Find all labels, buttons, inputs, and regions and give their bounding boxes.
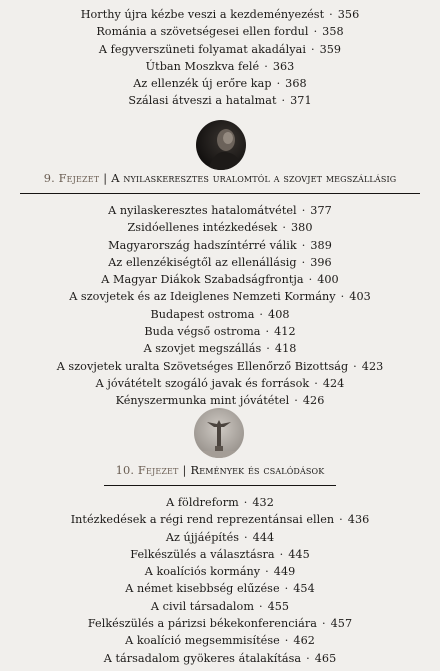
toc-entry-title: Szálasi átveszi a hatalmat [128,94,277,108]
toc-entry [0,358,440,375]
toc-entry-page-number: 380 [290,221,313,235]
toc-entry-title: Kényszermunka mint jóvátétel [115,394,290,408]
toc-entry-title: A nyilaskeresztes hatalomátvétel [108,204,297,217]
toc-entry [0,306,440,323]
toc-entry-page-number: 455 [267,599,290,613]
toc-entry-separator: · [301,255,306,269]
chapter-9-separator: | [103,171,108,185]
toc-entry-page-number: 426 [302,394,325,408]
toc-entry-title: A földreform [166,496,239,509]
toc-entry-title: A szovjet megszállás [143,342,262,356]
toc-entry-separator: · [339,513,343,527]
toc-entry [0,219,440,236]
toc-entry-page-number: 400 [317,273,339,287]
toc-entry [0,494,440,511]
toc-entry-title: A fegyverszüneti folyamat akadályai [98,42,306,56]
toc-entry [0,202,440,219]
toc-entry-separator: · [306,651,310,665]
toc-entry-title: Az ellenzék új erőre kap [133,77,272,91]
toc-entry-separator: · [266,342,270,356]
toc-entry [0,6,440,23]
toc-entry-page-number: 356 [337,8,360,21]
toc-entry-title: Budapest ostroma [150,307,255,321]
toc-entry [0,375,440,392]
toc-entry-separator: · [284,634,289,648]
toc-entry [0,23,440,40]
toc-entry-separator: · [265,565,269,579]
toc-entry-page-number: 363 [272,59,295,73]
toc-entry-title: A koalíció megsemmisítése [125,634,280,648]
toc-entry-page-number: 418 [274,342,297,356]
toc-entry-page-number: 436 [347,513,370,527]
toc-entry-separator: · [310,42,315,56]
toc-entry-page-number: 449 [273,565,296,579]
toc-entry-separator: · [301,204,306,217]
toc-entry-title: A jóvátételt szogáló javak és források [95,376,310,390]
chapter-9-title: A nyilaskeresztes uralomtól a szovjet megszállásig [111,171,397,185]
toc-entry-separator: · [314,376,318,390]
toc-entry-separator: · [259,307,264,321]
toc-entry-title: A szovjetek és az Ideiglenes Nemzeti Kormány [69,290,336,304]
toc-entry-page-number: 412 [274,325,296,339]
toc-entry-page-number: 462 [293,634,315,648]
toc-entry-page-number: 423 [361,359,384,373]
toc-entry-title: Románia a szövetségesei ellen fordul [96,25,309,39]
toc-entry-page-number: 457 [330,617,353,631]
toc-entry-title: Felkészülés a választásra [130,547,275,561]
toc-entry-title: Az ellenzékiségtől az ellenállásig [108,255,297,269]
toc-entry-separator: · [276,77,281,91]
toc-entry-title: Intézkedések a régi rend reprezentánsai ellen [70,513,335,527]
toc-entry-title: Buda végső ostroma [144,325,261,339]
toc-entry [0,650,440,667]
toc-entry-title: Zsidóellenes intézkedések [127,221,278,235]
toc-entry-page-number: 424 [322,376,345,390]
toc-entry-page-number: 377 [310,204,332,217]
toc-entry-title: A szovjetek uralta Szövetséges Ellenőrző Bizottság [56,359,349,373]
toc-entry-separator: · [284,582,289,596]
toc-entry [0,392,440,409]
toc-entry [0,632,440,649]
toc-entry [0,237,440,254]
chapter-10-rule [104,485,336,486]
toc-entry-title: A német kisebbség elűzése [125,582,280,596]
toc-entry-page-number: 454 [293,582,315,596]
toc-entry-title: A társadalom gyökeres átalakítása [103,651,302,665]
toc-entry-page-number: 408 [268,307,290,321]
toc-entry-separator: · [265,325,270,339]
toc-entry-page-number: 445 [288,547,310,561]
toc-entry [0,598,440,615]
toc-entry [0,340,440,357]
chapter-9-heading [0,171,440,185]
toc-entry-separator: · [353,359,357,373]
toc-entry [0,580,440,597]
toc-entry-page-number: 444 [252,530,275,544]
toc-entry-page-number: 358 [322,25,344,39]
chapter-10-number: 10. Fejezet [115,463,179,477]
toc-entry-separator: · [322,617,326,631]
toc-entry-title: A Magyar Diákok Szabadságfrontja [101,273,304,287]
chapter-10-heading [0,463,440,477]
chapter-10-separator: | [182,463,187,477]
toc-entry-page-number: 359 [319,42,342,56]
toc-entry-page-number: 389 [310,238,332,252]
chapter-10-title: Remények és csalódások [190,463,325,477]
toc-entry-title: Horthy újra kézbe veszi a kezdeményezést [80,8,325,21]
toc-entry-page-number: 465 [314,651,337,665]
toc-list-chapter-9 [0,202,440,410]
toc-entry-title: A civil társadalom [150,599,254,613]
toc-entry-separator: · [340,290,345,304]
toc-entry-separator: · [313,25,318,39]
toc-entry [0,75,440,92]
toc-entry-separator: · [308,273,313,287]
toc-entry-page-number: 432 [252,496,274,509]
toc-entry-page-number: 403 [349,290,371,304]
toc-entry-separator: · [258,599,263,613]
toc-entry-page-number: 371 [290,94,312,108]
toc-entry-separator: · [301,238,306,252]
toc-entry [0,323,440,340]
toc-entry-separator: · [279,547,284,561]
toc-entry [0,529,440,546]
toc-entry-page-number: 368 [285,77,307,91]
chapter-9-rule [20,193,420,194]
toc-entry-separator: · [244,530,248,544]
toc-entry-separator: · [264,59,268,73]
statue-photo-icon [194,408,244,458]
toc-entry [0,41,440,58]
toc-entry-separator: · [243,496,248,509]
toc-entry-separator: · [294,394,298,408]
toc-entry-separator: · [281,94,286,108]
toc-entry-title: Felkészülés a párizsi békekonferenciára [87,617,318,631]
toc-entry-title: A koalíciós kormány [144,565,261,579]
toc-entry [0,271,440,288]
toc-entry [0,254,440,271]
toc-entry-separator: · [282,221,286,235]
toc-entry [0,563,440,580]
toc-list-chapter-10 [0,494,440,667]
portrait-photo-icon [196,120,246,170]
toc-entry-title: Útban Moszkva felé [145,59,260,73]
toc-entry-title: Az újjáépítés [165,530,240,544]
chapter-9-number: 9. Fejezet [43,171,100,185]
toc-entry [0,92,440,109]
toc-entry [0,546,440,563]
toc-entry-page-number: 396 [310,255,332,269]
toc-entry [0,288,440,305]
toc-list-top [0,6,440,110]
toc-entry [0,58,440,75]
toc-entry [0,615,440,632]
toc-entry-title: Magyarország hadszíntérré válik [108,238,297,252]
toc-entry-separator: · [329,8,333,21]
toc-entry [0,511,440,528]
